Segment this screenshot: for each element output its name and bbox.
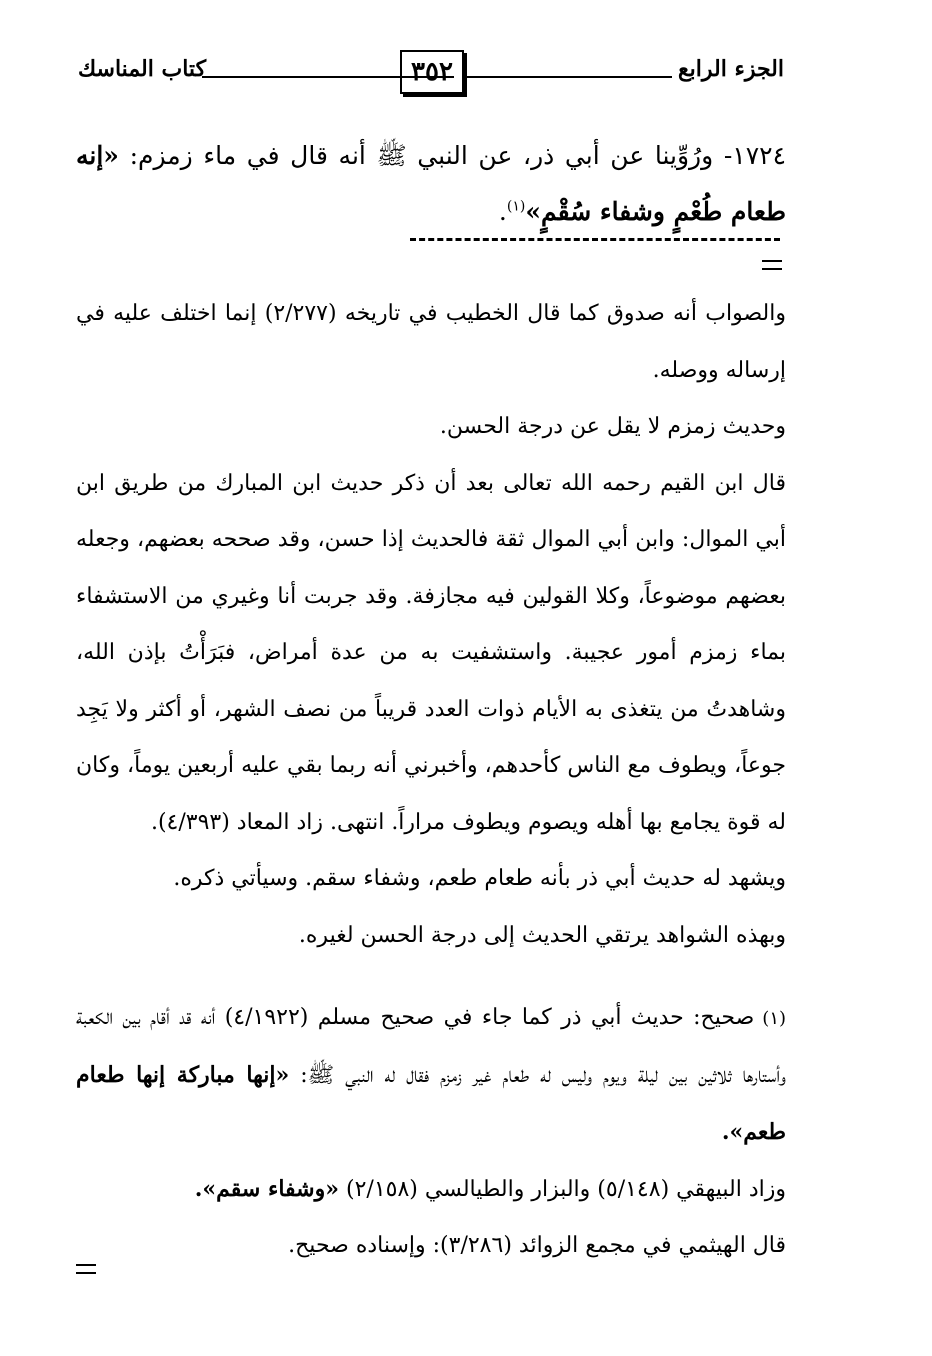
footnote-1 [76,990,786,1161]
footnote-text: وزاد البيهقي (٥/١٤٨) والبزار والطيالسي (٢/١٥٨) [346,1177,786,1202]
continuation-mark [762,260,782,270]
book-title: كتاب المناسك [78,56,207,82]
page-number: ٣٥٢ [400,50,464,94]
footnote-text: صحيح: حديث أبي ذر كما جاء في صحيح مسلم (٤/١٩٢٢) أنه قد أقام بين الكعبة وأستارها ثلاثين بين ليلة ويوم وليس له طعام غير زمزم فقال له النبي ﷺ: [76,1005,787,1088]
hadith-number: ١٧٢٤ [732,141,786,170]
footnote-quote: «إنها مباركة إنها طعام طعم». [76,1062,786,1145]
section-separator [410,238,780,241]
note-paragraph: قال ابن القيم رحمه الله تعالى بعد أن ذكر حديث ابن المبارك من طريق ابن أبي الموال: وابن أبي الموال ثقة فالحديث إذا حسن، وقد صححه بعضهم، وجعله بعضهم موضوعاً، وكلا القولين فيه مجازفة. وقد جربت أنا وغيري من الاستشفاء بماء زمزم أمور عجيبة. واستشفيت به من عدة أمراض، فبَرَأْتُ بإذن الله، وشاهدتُ من يتغذى به الأيام ذوات العدد قريباً من نصف الشهر، أو أكثر ولا يَجِد جوعاً، ويطوف مع الناس كأحدهم، وأخبرني أنه ربما بقي عليه أربعين يوماً، وكان له قوة يجامع بها أهله ويصوم ويطوف مراراً. انتهى. زاد المعاد (٤/٣٩٣). [76,470,786,835]
note-paragraph: وبهذه الشواهد يرتقي الحديث إلى درجة الحسن لغيره. [298,922,786,948]
note-paragraph: والصواب أنه صدوق كما قال الخطيب في تاريخه (٢/٢٧٧) إنما اختلف عليه في إرساله ووصله. [76,301,786,383]
footnote-marker: (١) [762,1008,787,1029]
header-rule-right [462,76,672,78]
hadith-end: . [498,197,507,226]
hadith-paragraph [76,128,786,240]
footnote-line [76,1161,786,1218]
note-paragraph: وحديث زمزم لا يقل عن درجة الحسن. [439,414,786,439]
note-paragraph: ويشهد له حديث أبي ذر بأنه طعام طعم، وشفاء سقم. وسيأتي ذكره. [173,866,786,891]
continuation-mark [76,1264,96,1274]
footnote-reference: (١) [506,198,526,215]
hadith-quote: «إنه طعام طُعْمٍ وشفاء سُقْمٍ» [76,141,786,226]
volume-label: الجزء الرابع [677,56,784,82]
hadith-block [76,128,786,240]
footnote-line: قال الهيثمي في مجمع الزوائد (٣/٢٨٦): وإسناده صحيح. [288,1233,786,1258]
page-header [78,50,784,98]
commentary-notes [76,286,786,964]
footnotes [76,990,786,1274]
header-rule-left [202,76,454,78]
hadith-intro: - ورُوِّينا عن أبي ذر، عن النبي ﷺ أنه قال في ماء زمزم: [129,141,733,170]
footnote-quote: «وشفاء سقم». [194,1176,339,1202]
